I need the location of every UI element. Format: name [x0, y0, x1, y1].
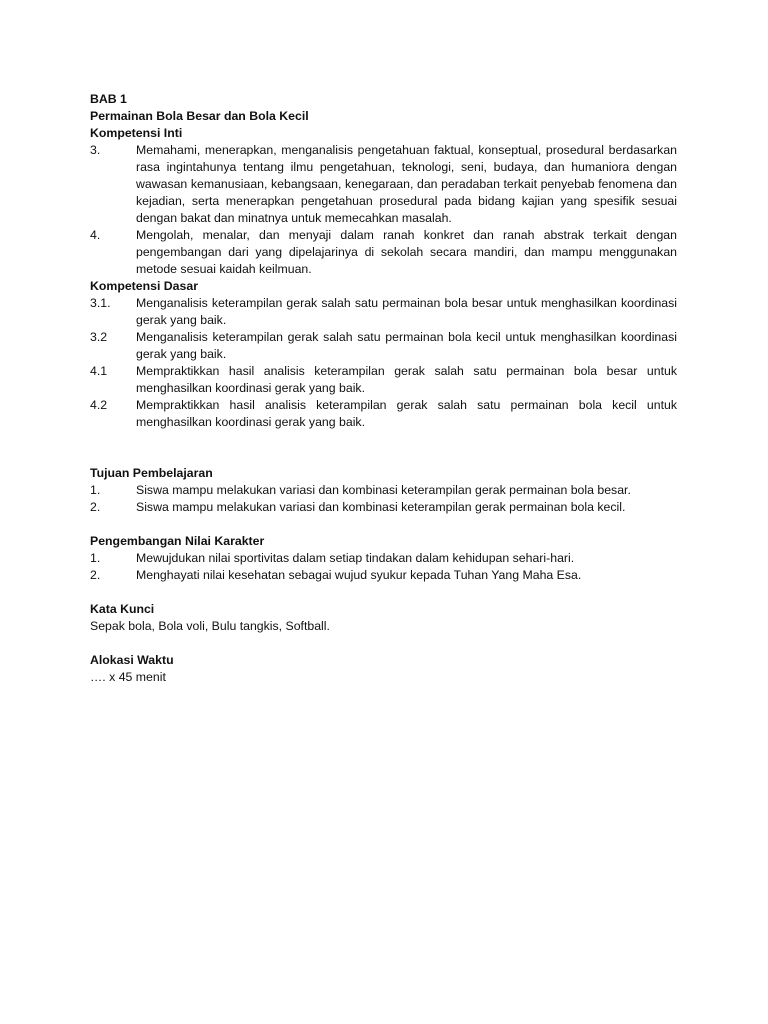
kompetensi-dasar-heading: Kompetensi Dasar [90, 279, 198, 293]
item-number: 3. [90, 143, 101, 157]
item-number: 3.1. [90, 296, 111, 310]
list-item [90, 550, 677, 567]
list-item [90, 295, 677, 329]
item-text: Menganalisis keterampilan gerak salah satu permainan bola kecil untuk menghasilkan koordinasi gerak yang baik. [136, 330, 677, 361]
section-spacer [90, 431, 677, 465]
kompetensi-inti-heading: Kompetensi Inti [90, 126, 183, 140]
item-text: Menghayati nilai kesehatan sebagai wujud syukur kepada Tuhan Yang Maha Esa. [136, 568, 582, 582]
alokasi-waktu-text: …. x 45 menit [90, 670, 166, 684]
kata-kunci-text: Sepak bola, Bola voli, Bulu tangkis, Softball. [90, 619, 330, 633]
tujuan-heading: Tujuan Pembelajaran [90, 466, 213, 480]
list-item [90, 567, 677, 584]
tujuan-list [90, 482, 677, 516]
section-spacer [90, 584, 677, 601]
section-spacer [90, 635, 677, 652]
list-item [90, 142, 677, 227]
item-number: 4. [90, 228, 101, 242]
list-item [90, 363, 677, 397]
kompetensi-dasar-list [90, 295, 677, 431]
document-page [90, 91, 677, 686]
item-number: 2. [90, 500, 101, 514]
item-text: Memahami, menerapkan, menganalisis pengetahuan faktual, konseptual, prosedural berdasarkan rasa ingintahunya tentang ilmu pengetahuan, teknologi, seni, budaya, dan humaniora dengan wawasan kemanusiaan, kebangsaan, kenegaraan, dan peradaban terkait penyebab fenomena dan kejadian, serta menerapkan pengetahuan prosedural pada bidang kajian yang spesifik sesuai dengan bakat dan minatnya untuk memecahkan masalah. [136, 143, 677, 225]
kata-kunci-heading: Kata Kunci [90, 602, 155, 616]
nilai-karakter-heading: Pengembangan Nilai Karakter [90, 534, 265, 548]
item-number: 4.2 [90, 398, 108, 412]
kompetensi-inti-list [90, 142, 677, 278]
item-text: Mengolah, menalar, dan menyaji dalam ranah konkret dan ranah abstrak terkait dengan pengembangan dari yang dipelajarinya di sekolah secara mandiri, dan mampu menggunakan metode sesuai kaidah keilmuan. [136, 228, 677, 276]
item-text: Mempraktikkan hasil analisis keterampilan gerak salah satu permainan bola besar untuk menghasilkan koordinasi gerak yang baik. [136, 364, 677, 395]
list-item [90, 397, 677, 431]
item-text: Siswa mampu melakukan variasi dan kombinasi keterampilan gerak permainan bola besar. [136, 483, 631, 497]
chapter-title: Permainan Bola Besar dan Bola Kecil [90, 109, 309, 123]
chapter-label: BAB 1 [90, 92, 127, 106]
list-item [90, 227, 677, 278]
item-text: Siswa mampu melakukan variasi dan kombinasi keterampilan gerak permainan bola kecil. [136, 500, 626, 514]
item-number: 4.1 [90, 364, 108, 378]
list-item [90, 482, 677, 499]
item-number: 3.2 [90, 330, 108, 344]
item-number: 1. [90, 551, 101, 565]
section-spacer [90, 516, 677, 533]
alokasi-waktu-heading: Alokasi Waktu [90, 653, 174, 667]
item-text: Mewujdukan nilai sportivitas dalam setiap tindakan dalam kehidupan sehari-hari. [136, 551, 575, 565]
nilai-karakter-list [90, 550, 677, 584]
list-item [90, 499, 677, 516]
list-item [90, 329, 677, 363]
item-text: Menganalisis keterampilan gerak salah satu permainan bola besar untuk menghasilkan koordinasi gerak yang baik. [136, 296, 677, 327]
item-number: 2. [90, 568, 101, 582]
item-number: 1. [90, 483, 101, 497]
item-text: Mempraktikkan hasil analisis keterampilan gerak salah satu permainan bola kecil untuk menghasilkan koordinasi gerak yang baik. [136, 398, 677, 429]
